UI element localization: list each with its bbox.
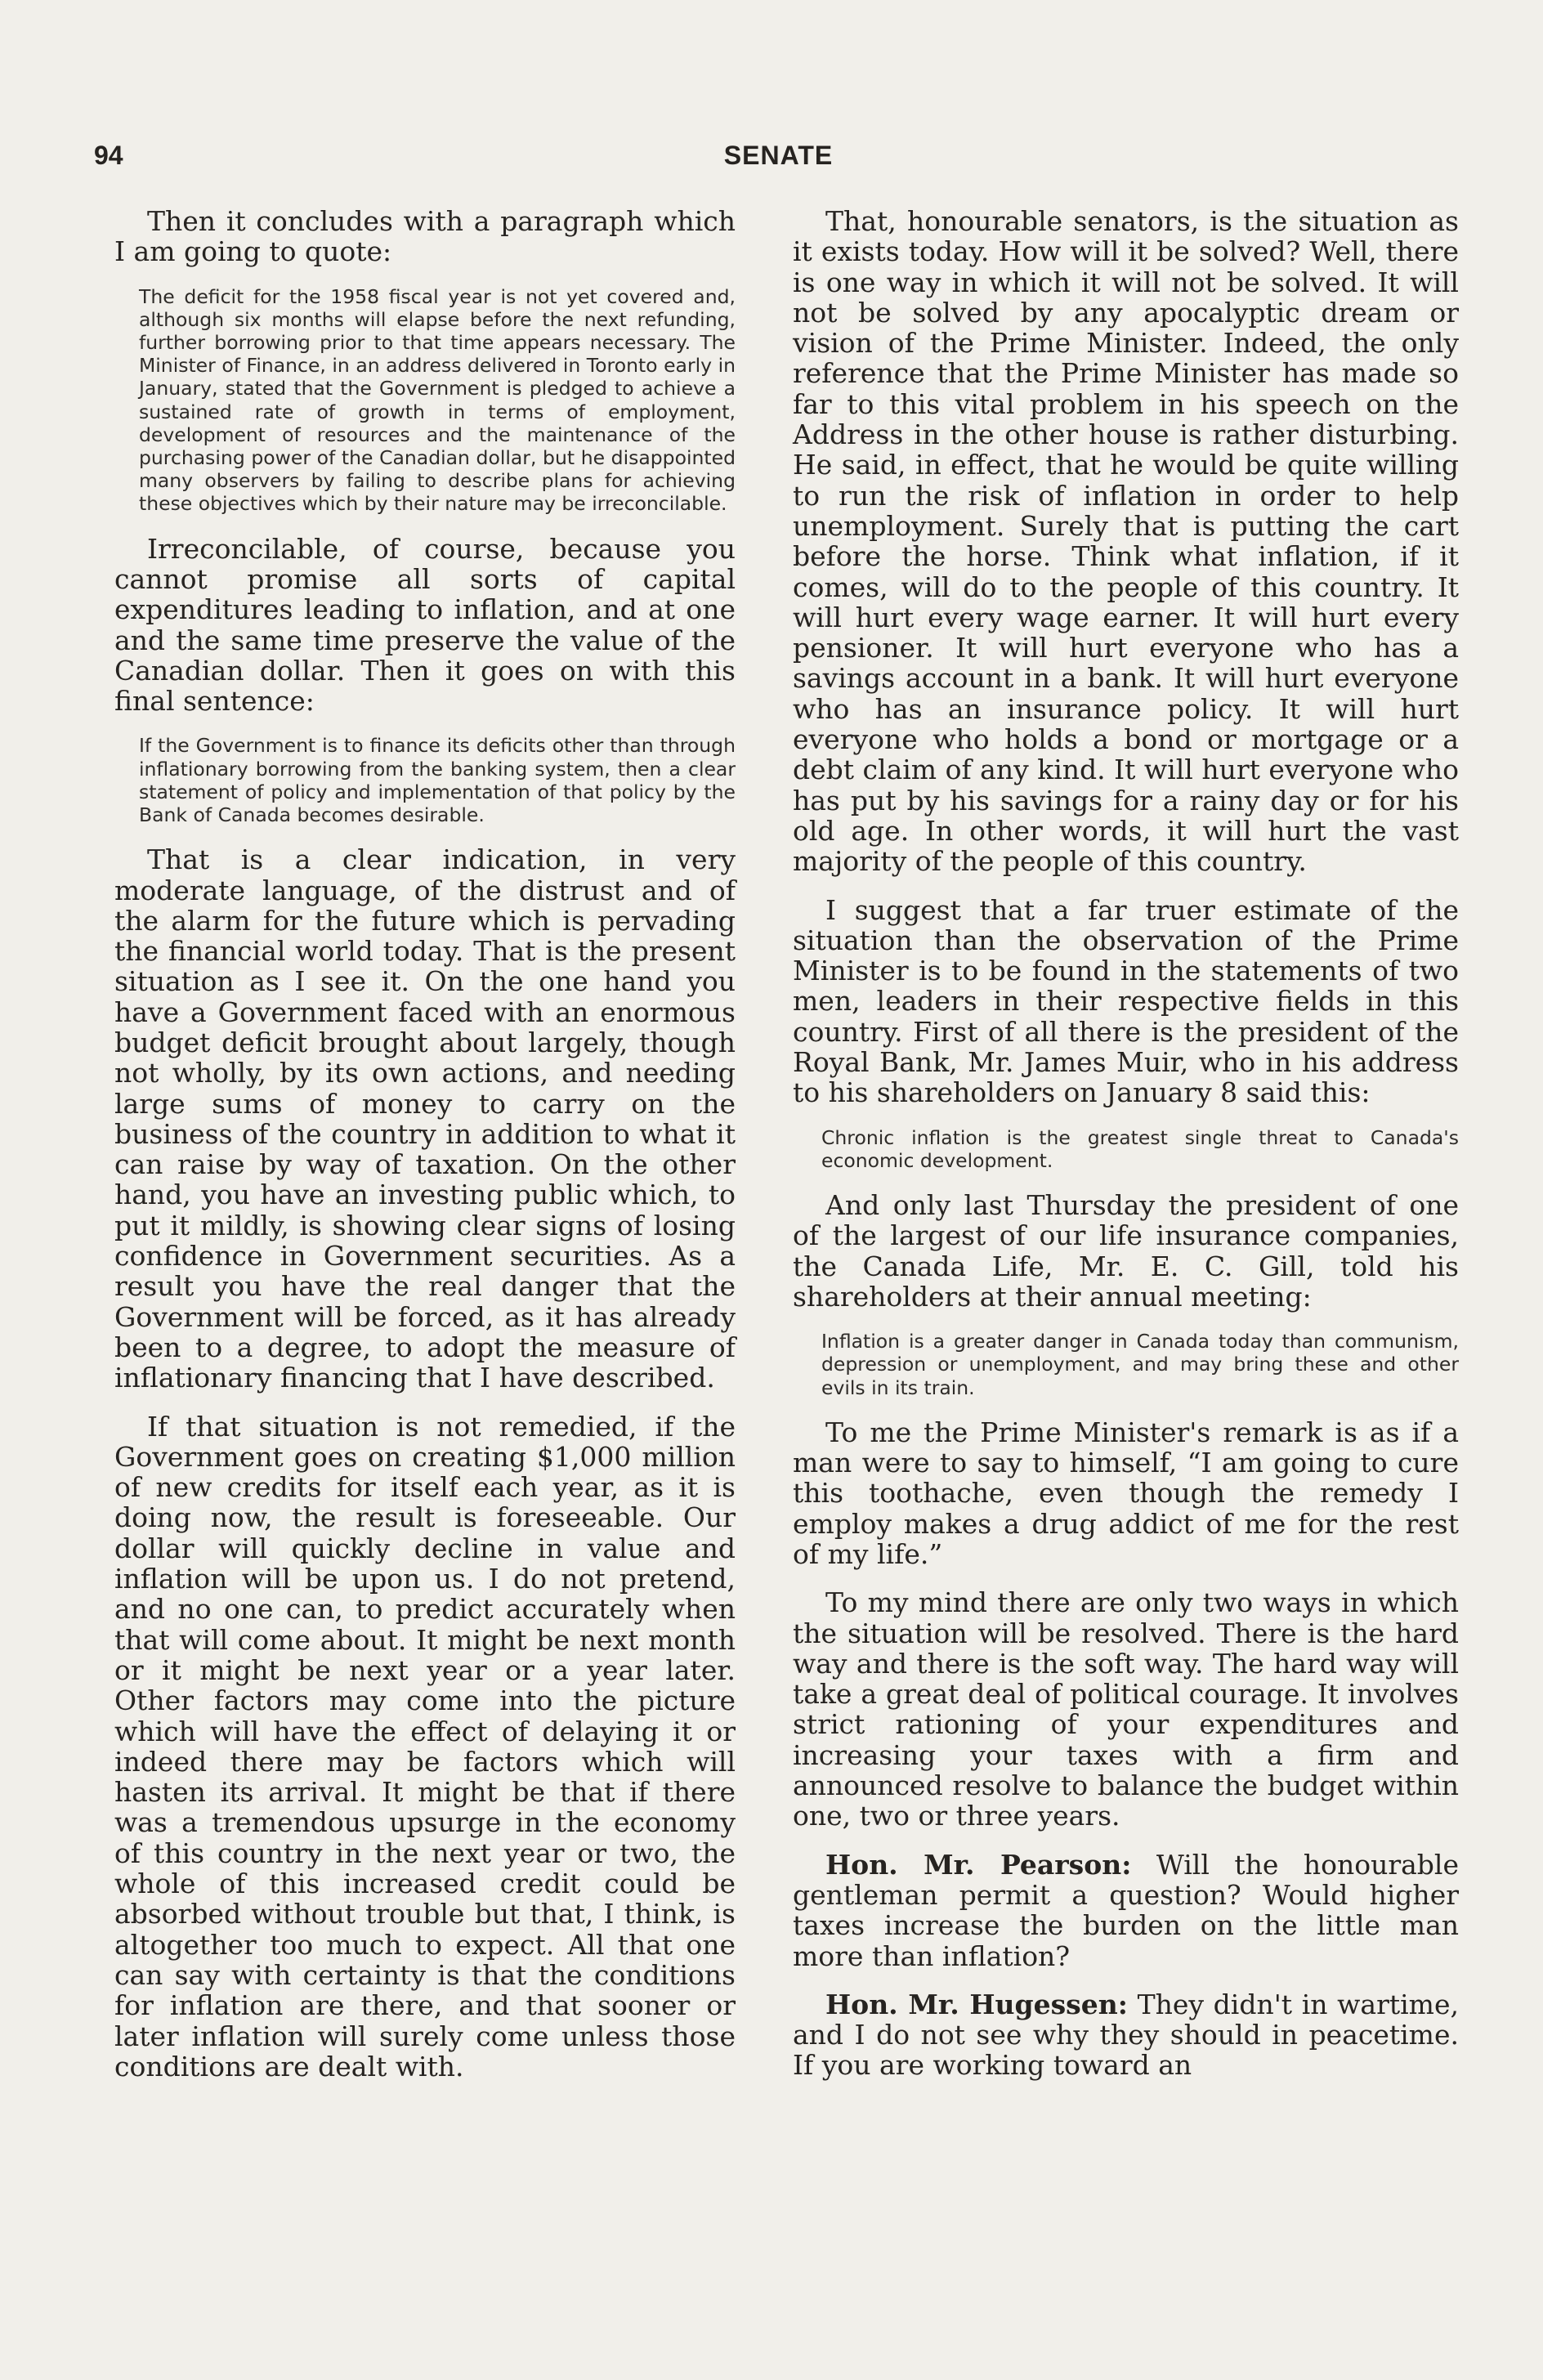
- block-quote: Inflation is a greater danger in Canada today than communism, depression or unemployment, and may bring these and other evils in its train.: [821, 1330, 1459, 1399]
- speech-paragraph: [793, 1850, 1459, 1971]
- paragraph: That, honourable senators, is the situation as it exists today. How will it be solved? Well, there is one way in which it will not be solved. It will not be solved by any apocalyptic dream or vision of the Prime Minister. Indeed, the only reference that the Prime Minister has made so far to this vital problem in his speech on the Address in the other house is rather disturbing. He said, in effect, that he would be quite willing to run the risk of inflation in order to help unemployment. Surely that is putting the cart before the horse. Think what inflation, if it comes, will do to the people of this country. It will hurt every wage earner. It will hurt every pensioner. It will hurt everyone who has a savings account in a bank. It will hurt everyone who has an insurance policy. It will hurt everyone who holds a bond or mortgage or a debt claim of any kind. It will hurt everyone who has put by his savings for a rainy day or for his old age. In other words, it will hurt the vast majority of the people of this country.: [793, 205, 1459, 878]
- paragraph: I suggest that a far truer estimate of the situation than the observation of the Prime Minister is to be found in the statements of two men, leaders in their respective fields in this country. First of all there is the president of the Royal Bank, Mr. James Muir, who in his address to his shareholders on January 8 said this:: [793, 893, 1459, 1109]
- paragraph: If that situation is not remedied, if the Government goes on creating $1,000 million of new credits for itself each year, as it is doing now, the result is foreseeable. Our dollar will quickly decline in value and inflation will be upon us. I do not pretend, and no one can, to predict accurately when that will come about. It might be next month or it might be next year or a year later. Other factors may come into the picture which will have the effect of delaying it or indeed there may be factors which will hasten its arrival. It might be that if there was a tremendous upsurge in the economy of this country in the next year or two, the whole of this increased credit could be absorbed without trouble but that, I think, is altogether too much to expect. All that one can say with certainty is that the conditions for inflation are there, and that sooner or later inflation will surely come unless those conditions are dealt with.: [114, 1410, 736, 2082]
- speech-paragraph: [793, 1989, 1459, 2081]
- page-header: [94, 141, 1463, 181]
- paragraph: That is a clear indication, in very moderate language, of the distrust and of the alarm for the future which is pervading the financial world today. That is the present situation as I see it. On the one hand you have a Government faced with an enormous budget deficit brought about largely, though not wholly, by its own actions, and needing large sums of money to carry on the business of the country in addition to what it can raise by way of taxation. On the other hand, you have an investing public which, to put it mildly, is showing clear signs of losing confidence in Government securities. As a result you have the real danger that the Government will be forced, as it has already been to a degree, to adopt the measure of inflationary financing that I have described.: [114, 843, 736, 1394]
- paragraph: And only last Thursday the president of one of the largest of our life insurance companies, the Canada Life, Mr. E. C. Gill, told his shareholders at their annual meeting:: [793, 1189, 1459, 1313]
- paragraph: To me the Prime Minister's remark is as if a man were to say to himself, “I am going to cure this toothache, even though the remedy I employ makes a drug addict of me for the rest of my life.”: [793, 1416, 1459, 1570]
- paragraph: Then it concludes with a paragraph which I am going to quote:: [114, 205, 736, 268]
- running-head: SENATE: [723, 141, 834, 170]
- speech-text: They didn't in wartime, and I do not see why they should in peacetime. If you are working toward an: [793, 1988, 1459, 2082]
- speaker-name: Hon. Mr. Hugessen:: [825, 1988, 1128, 2020]
- block-quote: Chronic inflation is the greatest single threat to Canada's economic development.: [821, 1125, 1459, 1172]
- speech-text: Will the honourable gentleman permit a question? Would higher taxes increase the burden on the little man more than inflation?: [793, 1848, 1459, 1972]
- right-column: [793, 206, 1459, 2099]
- paragraph: To my mind there are only two ways in which the situation will be resolved. There is the hard way and there is the soft way. The hard way will take a great deal of political courage. It involves strict rationing of your expenditures and increasing your taxes with a firm and announced resolve to balance the budget within one, two or three years.: [793, 1586, 1459, 1832]
- paragraph: Irreconcilable, of course, because you cannot promise all sorts of capital expenditures leading to inflation, and at one and the same time preserve the value of the Canadian dollar. Then it goes on with this final sentence:: [114, 532, 736, 718]
- page-number: 94: [94, 141, 123, 170]
- block-quote: The deficit for the 1958 fiscal year is not yet covered and, although six months will elapse before the next refunding, further borrowing prior to that time appears necessary. The Minister of Finance, in an address delivered in Toronto early in January, stated that the Government is pledged to achieve a sustained rate of growth in terms of employment, development of resources and the maintenance of the purchasing power of the Canadian dollar, but he disappointed many observers by failing to describe plans for achieving these objectives which by their nature may be irreconcilable.: [139, 284, 736, 516]
- speaker-name: Hon. Mr. Pearson:: [825, 1848, 1132, 1881]
- block-quote: If the Government is to finance its deficits other than through inflationary borrowing from the banking system, then a clear statement of policy and implementation of that policy by the Bank of Canada becomes desirable.: [139, 734, 736, 827]
- left-column: [114, 206, 736, 2100]
